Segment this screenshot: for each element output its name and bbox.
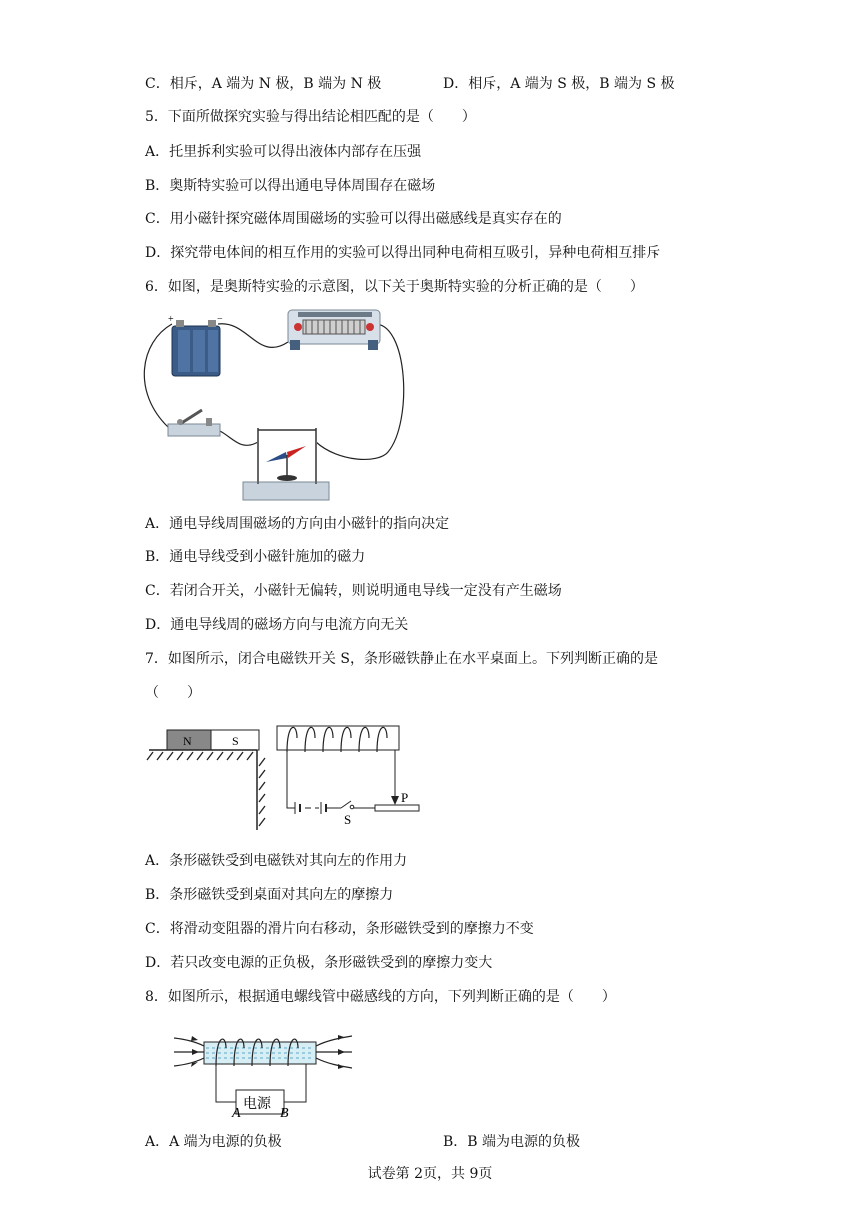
q6-option-b: B．通电导线受到小磁针施加的磁力 bbox=[145, 549, 366, 565]
battery-icon bbox=[168, 314, 223, 376]
q7-option-a: A．条形磁铁受到电磁铁对其向左的作用力 bbox=[145, 853, 408, 869]
power-source-label: 电源 bbox=[243, 1097, 271, 1112]
q5-stem: 5．下面所做探究实验与得出结论相匹配的是（ ） bbox=[145, 109, 476, 125]
q4-option-d: D．相斥，A 端为 S 极，B 端为 S 极 bbox=[443, 76, 675, 92]
plus-sign: + bbox=[168, 314, 174, 325]
page-footer: 试卷第 2页，共 9页 bbox=[367, 1166, 493, 1182]
q8-option-b: B．B 端为电源的负极 bbox=[443, 1134, 581, 1150]
q6-option-a: A．通电导线周围磁场的方向由小磁针的指向决定 bbox=[145, 516, 450, 532]
q7-stem: 7．如图所示，闭合电磁铁开关 S，条形磁铁静止在水平桌面上。下列判断正确的是 bbox=[145, 651, 658, 667]
q8-stem: 8．如图所示，根据通电螺线管中磁感线的方向，下列判断正确的是（ ） bbox=[145, 989, 616, 1005]
q8-option-a: A．A 端为电源的负极 bbox=[145, 1134, 282, 1150]
q4-option-c: C．相斥，A 端为 N 极，B 端为 N 极 bbox=[145, 76, 382, 92]
switch-icon bbox=[168, 410, 220, 436]
rheostat-icon bbox=[288, 310, 380, 350]
switch-s-label: S bbox=[344, 812, 352, 827]
q5-option-a: A．托里拆利实验可以得出液体内部存在压强 bbox=[145, 144, 422, 160]
solenoid-figure bbox=[172, 1026, 357, 1118]
q5-option-b: B．奥斯特实验可以得出通电导体周围存在磁场 bbox=[145, 178, 436, 194]
magnet-s-label: S bbox=[232, 734, 239, 748]
slider-p-label: P bbox=[401, 790, 409, 805]
magnet-n-label: N bbox=[183, 734, 192, 748]
q5-option-c: C．用小磁针探究磁体周围磁场的实验可以得出磁感线是真实存在的 bbox=[145, 211, 562, 227]
q7-option-b: B．条形磁铁受到桌面对其向左的摩擦力 bbox=[145, 887, 394, 903]
oersted-experiment-figure bbox=[138, 302, 418, 504]
q5-option-d: D．探究带电体间的相互作用的实验可以得出同种电荷相互吸引，异种电荷相互排斥 bbox=[145, 245, 661, 261]
end-a-label: A bbox=[232, 1106, 241, 1118]
q6-option-d: D．通电导线周的磁场方向与电流方向无关 bbox=[145, 617, 409, 633]
end-b-label: B bbox=[280, 1106, 289, 1118]
compass-needle-icon bbox=[243, 428, 329, 500]
electromagnet-figure bbox=[145, 718, 425, 832]
q6-stem: 6．如图，是奥斯特实验的示意图，以下关于奥斯特实验的分析正确的是（ ） bbox=[145, 279, 644, 295]
q7-stem-bracket: （ ） bbox=[145, 685, 201, 701]
q6-option-c: C．若闭合开关，小磁针无偏转，则说明通电导线一定没有产生磁场 bbox=[145, 583, 562, 599]
q7-option-d: D．若只改变电源的正负极，条形磁铁受到的摩擦力变大 bbox=[145, 955, 493, 971]
minus-sign: − bbox=[217, 314, 223, 325]
q7-option-c: C．将滑动变阻器的滑片向右移动，条形磁铁受到的摩擦力不变 bbox=[145, 921, 534, 937]
